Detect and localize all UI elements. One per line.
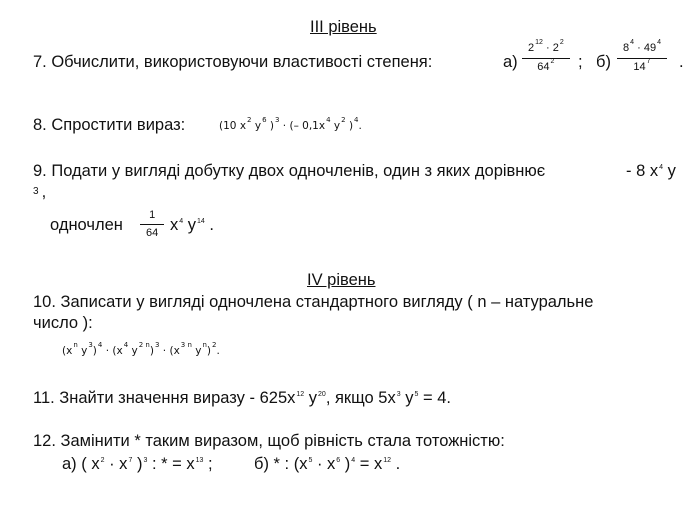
task9-frac-den: 64 xyxy=(146,227,159,239)
task7-a-exp2: 2 xyxy=(559,39,564,46)
task11-expr-coef: - 625x xyxy=(249,389,296,407)
task10-t3-exp: 2 xyxy=(212,341,217,349)
task7-a-label: а) xyxy=(503,53,518,71)
task8-x: x xyxy=(239,120,247,132)
task11-line xyxy=(33,389,451,408)
task7-b-exp2: 4 xyxy=(657,39,661,46)
task8-x2: x xyxy=(318,120,326,132)
task12-a-sep: ; xyxy=(207,455,213,473)
task11-cond-y-exp: 5 xyxy=(414,391,419,398)
task8-p1-exp: 3 xyxy=(274,116,280,124)
task7-b-base1: 8 xyxy=(623,42,630,54)
task8-p2-open: (– 0,1 xyxy=(289,120,319,132)
task12-a-x1-exp: 2 xyxy=(100,457,105,464)
task11-text: 11. Знайти значення виразу xyxy=(33,389,245,407)
task10-t3-open: (x xyxy=(169,345,180,357)
level3-heading: ІІІ рівень xyxy=(310,18,377,36)
task10-dot2: · xyxy=(162,345,167,357)
task9-m-y: y xyxy=(187,216,196,234)
task10-t1-y-exp: 3 xyxy=(88,341,93,349)
task11-cond-y: y xyxy=(405,389,414,407)
task12-b-x1-exp: 5 xyxy=(308,457,313,464)
task10-end: . xyxy=(216,345,220,357)
task9-end: . xyxy=(209,216,214,234)
task10-line2: число ): xyxy=(33,314,93,332)
task9-y-exp: 3 xyxy=(33,186,39,197)
task7-end: . xyxy=(679,53,684,71)
task9-m-x-exp: 4 xyxy=(179,218,184,225)
task10-t1-y: y xyxy=(81,345,88,357)
task7-a-den-exp: 2 xyxy=(550,58,555,65)
task12-b-rest: = x xyxy=(359,455,383,473)
task7-b-dot: · xyxy=(637,42,641,54)
task12-part-a xyxy=(62,455,213,474)
task8-dot: · xyxy=(282,120,287,132)
task7-a-base1: 2 xyxy=(528,42,535,54)
task7-a-exp1: 12 xyxy=(535,39,543,46)
task9-m-y-exp: 14 xyxy=(197,218,205,225)
task8-p2-exp: 4 xyxy=(354,116,359,124)
task9-expression xyxy=(626,162,676,181)
task9-frac-num: 1 xyxy=(149,209,156,221)
task10-dot1: · xyxy=(105,345,110,357)
task11-expr-y: y xyxy=(308,389,318,407)
task8-x-exp: 2 xyxy=(247,116,252,124)
task11-cond-coef: 5x xyxy=(378,389,396,407)
task12-b-res-exp: 12 xyxy=(383,457,392,464)
task9-line1: 9. Подати у вигляді добутку двох одночленів, один з яких дорівнює xyxy=(33,162,546,180)
task7-b-fraction-bar xyxy=(617,58,667,59)
task7-b-den: 14 xyxy=(633,61,646,73)
task8-x2-exp: 4 xyxy=(326,116,331,124)
task11-expr-x-exp: 12 xyxy=(296,391,305,398)
task12-part-b xyxy=(254,455,400,474)
task7-b-den-exp: 7 xyxy=(646,58,651,65)
task10-t2-x-exp: 4 xyxy=(123,341,129,349)
task12-b-x2-exp: 6 xyxy=(336,457,341,464)
task12-a-pow: 3 xyxy=(143,457,148,464)
task12-a-rest: : * = x xyxy=(151,455,195,473)
task8-y2: y xyxy=(333,120,341,132)
task9-fraction xyxy=(140,209,164,240)
task12-a-close: ) xyxy=(136,455,143,473)
task9-comma: , xyxy=(41,183,47,201)
task10-t2-exp: 3 xyxy=(154,341,160,349)
task12-a-res-exp: 13 xyxy=(195,457,204,464)
task9-fraction-bar xyxy=(140,224,164,225)
task12-b-end: . xyxy=(395,455,401,473)
level4-heading: IV рівень xyxy=(307,271,376,289)
task12-b-pow: 4 xyxy=(351,457,356,464)
task11-condition-word: , якщо xyxy=(325,389,374,407)
task9-monomial xyxy=(170,216,214,235)
task8-p2-close: ) xyxy=(348,120,354,132)
task9-line1b xyxy=(33,183,46,202)
task8-end: . xyxy=(358,120,362,132)
task10-t3-y: y xyxy=(195,345,202,357)
task8-expression xyxy=(219,116,362,132)
task7-b-base2: 49 xyxy=(643,42,657,54)
task10-t3-x-exp: 3 n xyxy=(180,341,192,349)
task12-a-x2-exp: 7 xyxy=(128,457,133,464)
task7-text: 7. Обчислити, використовуючи властивості степеня: xyxy=(33,53,433,71)
task7-a-fraction-bar xyxy=(522,58,570,59)
task10-t3-y-exp: n xyxy=(202,341,207,349)
task7-a-fraction xyxy=(522,39,570,75)
task10-t2-y-exp: 2 n xyxy=(138,341,150,349)
task12-b-dot: · x xyxy=(316,455,336,473)
task12-a-dot: · x xyxy=(109,455,128,473)
task10-t3-close: ) xyxy=(206,345,212,357)
task7-b-label: б) xyxy=(596,53,611,71)
task7-a-base2: 2 xyxy=(552,42,559,54)
task7-b-exp1: 4 xyxy=(630,39,635,46)
task8-y-exp: 6 xyxy=(262,116,267,124)
task9-line2: одночлен xyxy=(50,216,123,234)
task9-x: x xyxy=(649,162,659,180)
task9-coef: - 8 xyxy=(626,162,646,180)
task9-y: y xyxy=(667,162,676,180)
task10-t1-exp: 4 xyxy=(97,341,103,349)
task7-b-fraction xyxy=(617,39,667,75)
task9-m-x: x xyxy=(170,216,179,234)
task8-y: y xyxy=(254,120,262,132)
task10-t2-close: ) xyxy=(149,345,154,357)
task8-p1-open: (10 xyxy=(219,120,237,132)
task11-cond-value: = 4. xyxy=(422,389,451,407)
task10-t2-y: y xyxy=(131,345,138,357)
task10-t2-open: (x xyxy=(112,345,123,357)
task10-t1-close: ) xyxy=(92,345,97,357)
task9-x-exp: 4 xyxy=(659,164,664,171)
task12-b-close: ) xyxy=(344,455,351,473)
task8-p1-close: ) xyxy=(269,120,274,132)
task7-separator: ; xyxy=(578,53,583,71)
task7-a-dot: · xyxy=(545,42,550,54)
task7-a-den: 64 xyxy=(537,61,550,73)
task10-expression xyxy=(62,341,220,357)
task8-text: 8. Спростити вираз: xyxy=(33,116,186,134)
task11-expr-y-exp: 20 xyxy=(318,391,326,398)
task8-y2-exp: 2 xyxy=(341,116,346,124)
task10-line1: 10. Записати у вигляді одночлена стандартного вигляду ( n – натуральне xyxy=(33,293,594,311)
task12-a-label: а) ( x xyxy=(62,455,100,473)
task11-cond-x-exp: 3 xyxy=(396,391,401,398)
task12-text: 12. Замінити * таким виразом, щоб рівність стала тотожністю: xyxy=(33,432,505,450)
task10-t1-x-exp: n xyxy=(73,341,78,349)
task12-b-label: б) * : (x xyxy=(254,455,308,473)
task10-t1-open: (x xyxy=(62,345,73,357)
